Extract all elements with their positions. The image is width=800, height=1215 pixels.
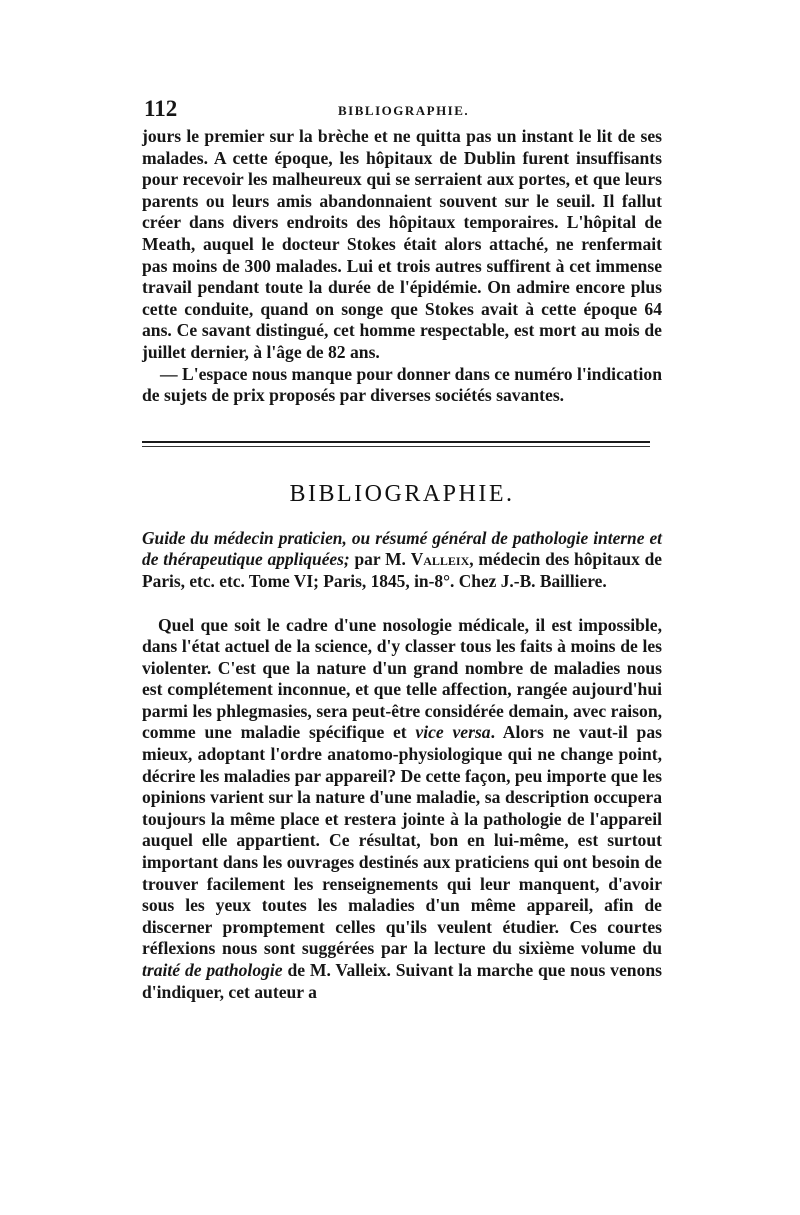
running-title: BIBLIOGRAPHIE.	[338, 103, 470, 118]
section-rule-thick	[142, 441, 650, 443]
review-paragraph	[142, 615, 662, 1004]
section-rule-thin	[142, 446, 650, 447]
review-text	[142, 615, 662, 1004]
book-title: Guide du médecin praticien, ou résumé général de pathologie interne et de thérapeutique appliquées;	[142, 527, 662, 570]
top-text	[142, 126, 662, 407]
paragraph-stokes: jours le premier sur la brèche et ne quitta pas un instant le lit de ses malades. A cette époque, les hôpitaux de Dublin furent insuffisants pour recevoir les malheureux qui se serraient aux portes, et que leurs parents ou leurs amis abandonnaient souvent sur le seuil. Il fallut créer dans divers endroits des hôpitaux temporaires. L'hôpital de Meath, auquel le docteur Stokes était alors attaché, ne renfermait pas moins de 300 malades. Lui et trois autres suffirent à cet immense travail pendant toute la durée de l'épidémie. On admire encore plus cette conduite, quand on songe que Stokes avait à cette époque 64 ans. Ce savant distingué, cet homme respectable, est mort au mois de juillet dernier, à l'âge de 82 ans.	[142, 126, 662, 362]
review-vice-versa: vice versa	[415, 722, 491, 743]
review-part-2: . Alors ne vaut-il pas mieux, adoptant l'ordre anatomo-physiologique qui ne change point, décrire les maladies par appareil? De cette façon, peu importe que les opinions varient sur la nature d'une maladie, sa description occupera toujours la même place et restera jointe à la pathologie de l'appareil auquel elle appartient. Ce résultat, bon en lui-même, est surtout important dans les ouvrages destinés aux praticiens qui ont besoin de trouver facilement les renseignements qui leur manquent, d'avoir sous les yeux toutes les maladies d'un même appareil, afin de discerner promptement celles qu'ils veulent étudier. Ces courtes réflexions nous sont suggérées par la lecture du sixième volume du	[142, 722, 662, 959]
page-number: 112	[144, 96, 178, 121]
reference-by: par M.	[349, 549, 411, 570]
bibliographic-reference	[142, 528, 662, 593]
section-title: BIBLIOGRAPHIE.	[289, 480, 515, 507]
reference-details: , médecin des hôpitaux de Paris, etc. etc. Tome VI; Paris, 1845, in-8°. Chez J.-B. Bailliere.	[142, 549, 662, 591]
document-page	[142, 96, 662, 1003]
review-part-3: de M. Valleix. Suivant la marche que nous venons d'indiquer, cet auteur a	[142, 960, 663, 1002]
author-name: Valleix	[410, 549, 470, 570]
review-traite: traité de pathologie	[142, 960, 283, 980]
review-part-1: Quel que soit le cadre d'une nosologie médicale, il est impossible, dans l'état actuel de la science, d'y classer tous les faits à moins de les violenter. C'est que la nature d'un grand nombre de maladies nous est complétement inconnue, et que telle affection, rangée aujourd'hui parmi les phlegmasies, sera peut-être considérée demain, avec raison, comme une maladie spécifique et	[142, 614, 662, 743]
running-head	[142, 96, 662, 126]
paragraph-prix: — L'espace nous manque pour donner dans ce numéro l'indication de sujets de prix proposés par diverses sociétés savantes.	[142, 363, 663, 406]
